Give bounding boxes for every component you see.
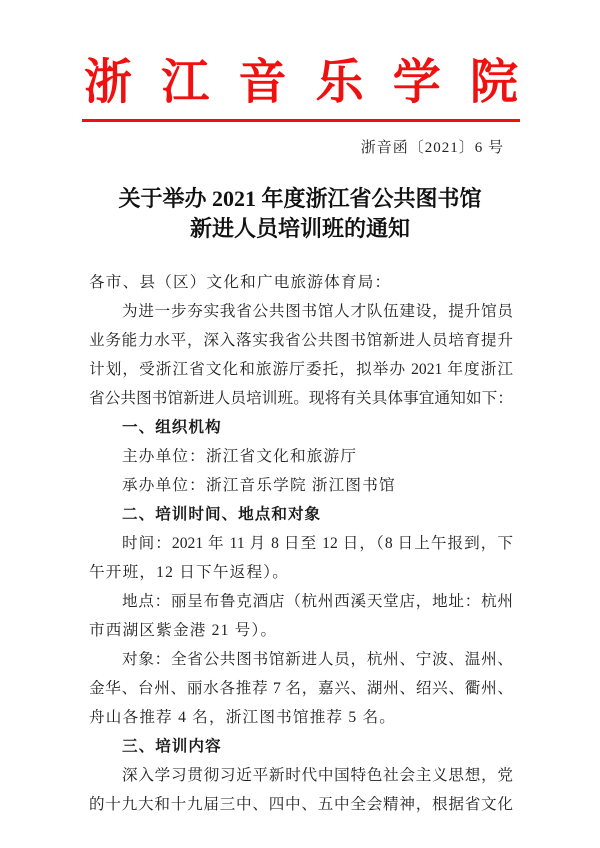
org-name-char: 音 [238, 56, 287, 109]
org-name-char: 江 [161, 56, 210, 109]
letterhead-org-name [84, 56, 518, 110]
document-body [89, 268, 513, 819]
doc-reference-number: 浙音函〔2021〕6 号 [360, 140, 504, 156]
body-text-line: 的十九大和十九届三中、四中、五中全会精神，根据省文化 [89, 796, 513, 813]
body-text-line: 省公共图书馆新进人员培训班。现将有关具体事宜通知如下： [89, 390, 513, 407]
org-name-char: 院 [469, 56, 518, 109]
body-text-line: 业务能力水平，深入落实我省公共图书馆新进人员培育提升 [89, 332, 513, 349]
section-heading-line: 一、组织机构 [122, 419, 222, 436]
body-text-line: 主办单位：浙江省文化和旅游厅 [122, 448, 358, 465]
section-heading-line: 三、培训内容 [122, 738, 222, 755]
letterhead-divider-line [82, 119, 520, 122]
org-name-char: 学 [392, 56, 441, 109]
body-text-line: 计划，受浙江省文化和旅游厅委托，拟举办 2021 年度浙江 [89, 361, 513, 378]
document-title-line1: 关于举办 2021 年度浙江省公共图书馆 [118, 186, 482, 211]
body-text-line: 对象：全省公共图书馆新进人员，杭州、宁波、温州、 [122, 651, 513, 668]
body-text-line: 市西湖区紫金港 21 号）。 [89, 622, 278, 639]
org-name-char: 浙 [84, 56, 133, 109]
body-text-line: 深入学习贯彻习近平新时代中国特色社会主义思想，党 [122, 767, 513, 784]
body-text-line: 承办单位：浙江音乐学院 浙江图书馆 [122, 477, 396, 494]
org-name-char: 乐 [315, 56, 364, 109]
body-text-line: 地点：丽呈布鲁克酒店（杭州西溪天堂店，地址：杭州 [122, 593, 513, 610]
section-heading-line: 二、培训时间、地点和对象 [122, 506, 322, 523]
body-text-line: 金华、台州、丽水各推荐 7 名，嘉兴、湖州、绍兴、衢州、 [89, 680, 513, 697]
document-title-line2: 新进人员培训班的通知 [189, 216, 410, 241]
body-text-line: 午开班，12 日下午返程）。 [89, 564, 290, 581]
body-text-line: 各市、县（区）文化和广电旅游体育局： [89, 274, 392, 291]
body-text-line: 舟山各推荐 4 名，浙江图书馆推荐 5 名。 [89, 709, 397, 726]
document-title [60, 184, 540, 244]
body-text-line: 时间：2021 年 11 月 8 日至 12 日，（8 日上午报到，下 [122, 535, 513, 552]
body-text-line: 为进一步夯实我省公共图书馆人才队伍建设，提升馆员 [122, 303, 513, 320]
